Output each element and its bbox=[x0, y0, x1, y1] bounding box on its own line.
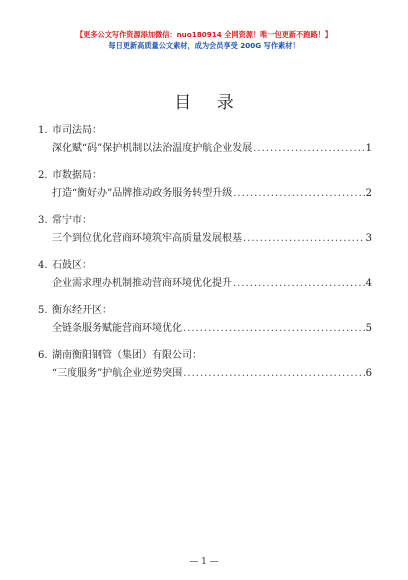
toc-section-heading bbox=[38, 304, 112, 317]
toc-section bbox=[0, 349, 408, 394]
toc-section-number: 2. bbox=[38, 170, 48, 181]
promo-banner-line-2: 每日更新高质量公文素材，成为会员享受 200G 写作素材！ bbox=[108, 41, 300, 50]
toc-dot-leader bbox=[183, 367, 364, 380]
toc-entry-page-number: 6 bbox=[365, 368, 372, 379]
promo-banner-line-1: 【更多公文写作资源添加微信：nuo180914 全网资源！唯一包更新不跑路！】 bbox=[75, 30, 333, 39]
toc-entry-title: 三个到位优化营商环境筑牢高质量发展根基 bbox=[52, 233, 242, 244]
toc-entry[interactable] bbox=[52, 142, 372, 155]
toc-section-heading-text: 石鼓区： bbox=[52, 260, 92, 271]
toc-section bbox=[0, 304, 408, 349]
toc-entry-page-number: 4 bbox=[365, 278, 372, 289]
toc-dot-leader bbox=[253, 142, 364, 155]
toc-section-heading bbox=[38, 169, 102, 182]
toc-section-heading-text: 市数据局： bbox=[52, 170, 102, 181]
toc-entry-title: 深化赋“码”保护机制以法治温度护航企业发展 bbox=[52, 143, 253, 154]
toc-entry-page-number: 5 bbox=[365, 323, 372, 334]
toc-section bbox=[0, 124, 408, 169]
toc-entry-title: 全链条服务赋能营商环境优化 bbox=[52, 323, 182, 334]
toc-section-heading bbox=[38, 349, 202, 362]
toc-section-number: 5. bbox=[38, 305, 48, 316]
toc-section-number: 4. bbox=[38, 260, 48, 271]
toc-entry-page-number: 3 bbox=[365, 233, 372, 244]
toc-section-heading bbox=[38, 124, 102, 137]
toc-entry[interactable] bbox=[52, 277, 372, 290]
toc-dot-leader bbox=[233, 187, 364, 200]
toc-entry-title: “三度服务”护航企业逆势突围 bbox=[52, 368, 183, 379]
toc-section-heading-text: 市司法局： bbox=[52, 125, 102, 136]
toc-entry-page-number: 2 bbox=[365, 188, 372, 199]
toc-section-number: 6. bbox=[38, 350, 48, 361]
toc-section-number: 3. bbox=[38, 215, 48, 226]
page-title: 目 录 bbox=[174, 93, 244, 113]
toc-entry[interactable] bbox=[52, 187, 372, 200]
toc-section bbox=[0, 214, 408, 259]
toc-section-heading bbox=[38, 259, 92, 272]
toc-section bbox=[0, 169, 408, 214]
toc-dot-leader bbox=[183, 322, 365, 335]
toc-entry-title: 企业需求理办机制推动营商环境优化提升 bbox=[52, 278, 232, 289]
toc-entry[interactable] bbox=[52, 367, 372, 380]
toc-section-heading bbox=[38, 214, 92, 227]
toc-section-heading-text: 常宁市： bbox=[52, 215, 92, 226]
toc-entry[interactable] bbox=[52, 322, 372, 335]
page-footer-number: — 1 — bbox=[189, 557, 219, 567]
toc-section bbox=[0, 259, 408, 304]
toc-entry-page-number: 1 bbox=[365, 143, 372, 154]
toc-section-heading-text: 衡东经开区： bbox=[52, 305, 112, 316]
toc-dot-leader bbox=[233, 277, 365, 290]
toc-entry-title: 打造“衡好办”品牌推动政务服务转型升级 bbox=[52, 188, 233, 199]
toc-section-number: 1. bbox=[38, 125, 48, 136]
toc-entry[interactable] bbox=[52, 232, 372, 245]
table-of-contents bbox=[0, 124, 408, 394]
toc-dot-leader bbox=[243, 232, 365, 245]
toc-section-heading-text: 湖南衡阳钢管（集团）有限公司： bbox=[52, 350, 202, 361]
